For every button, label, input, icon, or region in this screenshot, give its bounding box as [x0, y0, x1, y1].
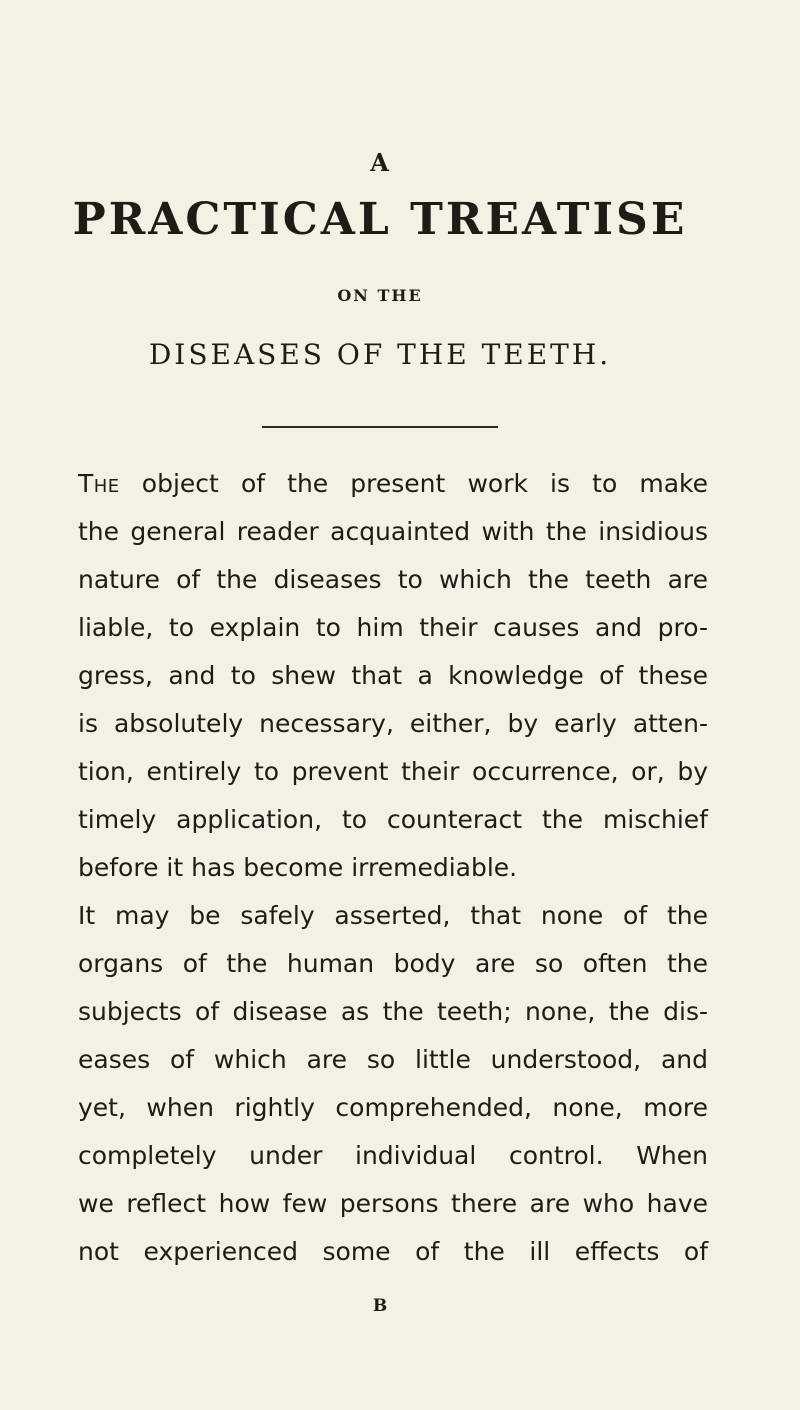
paragraph-1 [78, 460, 708, 892]
text-line: nature of the diseases to which the teeth are [78, 565, 708, 594]
body-text [78, 460, 708, 1276]
title-rule [262, 426, 498, 428]
text-line: before it has become irremediable. [78, 853, 518, 882]
text-line: organs of the human body are so often the [78, 949, 708, 978]
text-line: subjects of disease as the teeth; none, the dis- [78, 997, 708, 1026]
text-line: the general reader acquainted with the insidious [78, 517, 708, 546]
text-line [78, 460, 708, 508]
page-subtitle: DISEASES OF THE TEETH. [148, 338, 612, 371]
text-line: gress, and to shew that a knowledge of these [78, 661, 708, 690]
title-connector: ON THE [337, 286, 423, 305]
text-line: timely application, to counteract the mischief [78, 805, 708, 834]
paragraph-2 [78, 892, 708, 1276]
signature-mark: B [372, 1296, 388, 1316]
text-line: is absolutely necessary, either, by early atten- [78, 709, 708, 738]
text-line: yet, when rightly comprehended, none, more [78, 1093, 708, 1122]
text-line: completely under individual control. When [78, 1141, 708, 1170]
line-text: object of the present work is to make [119, 469, 708, 498]
text-line: tion, entirely to prevent their occurrence, or, by [78, 757, 708, 786]
text-line: we reflect how few persons there are who have [78, 1189, 708, 1218]
text-line: liable, to explain to him their causes and pro- [78, 613, 708, 642]
text-line: not experienced some of the ill effects of [78, 1237, 708, 1266]
text-line: eases of which are so little understood, and [78, 1045, 708, 1074]
title-article: A [370, 148, 390, 177]
page-title: PRACTICAL TREATISE [72, 194, 688, 245]
text-line: It may be safely asserted, that none of the [78, 901, 708, 930]
opening-word: The [78, 469, 120, 498]
